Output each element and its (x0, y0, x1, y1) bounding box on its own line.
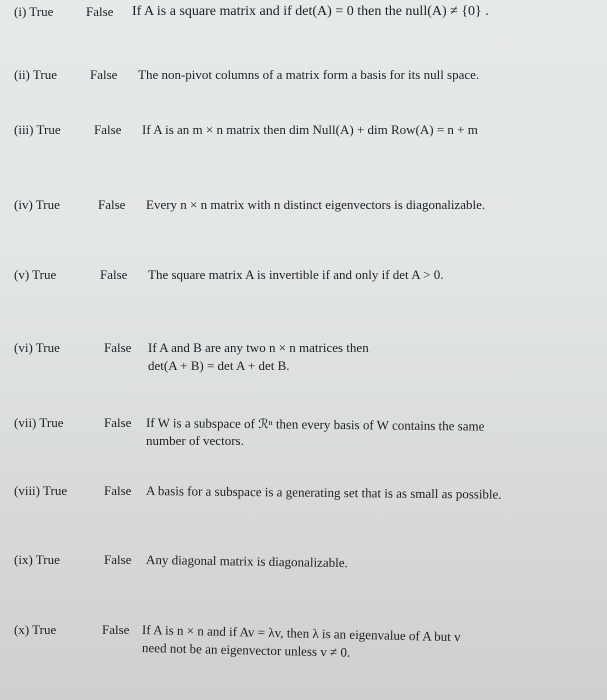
question-8 (0, 482, 607, 542)
statement-1: If A is a square matrix and if det(A) = 0 then the null(A) ≠ {0} . (132, 4, 489, 19)
question-2 (0, 66, 607, 126)
true-option-10: (x) True (14, 622, 57, 637)
statement-6: If A and B are any two n × n matrices then (148, 340, 369, 355)
statement-10-continuation: need not be an eigenvector unless v ≠ 0. (141, 640, 351, 660)
question-10 (0, 621, 607, 681)
false-option-9: False (104, 552, 132, 567)
true-option-1: (i) True (14, 4, 54, 19)
statement-8: A basis for a subspace is a generating set that is as small as possible. (145, 483, 502, 502)
question-7 (0, 414, 607, 474)
question-9 (0, 551, 607, 611)
false-option-6: False (104, 340, 132, 355)
false-option-7: False (104, 415, 132, 430)
statement-2: The non-pivot columns of a matrix form a basis for its null space. (138, 67, 480, 82)
statement-9: Any diagonal matrix is diagonalizable. (145, 552, 348, 571)
false-option-5: False (100, 267, 128, 282)
statement-6-continuation: det(A + B) = det A + det B. (148, 358, 290, 373)
true-option-2: (ii) True (14, 67, 57, 82)
true-option-9: (ix) True (14, 552, 60, 567)
true-option-4: (iv) True (14, 197, 60, 212)
false-option-8: False (104, 483, 132, 498)
question-5 (0, 266, 607, 326)
question-3 (0, 121, 607, 181)
question-4 (0, 196, 607, 256)
question-1 (0, 3, 607, 63)
false-option-10: False (102, 622, 130, 637)
true-option-7: (vii) True (14, 415, 64, 430)
false-option-3: False (94, 122, 122, 137)
statement-7-continuation: number of vectors. (146, 433, 244, 448)
true-option-5: (v) True (14, 267, 57, 282)
statement-4: Every n × n matrix with n distinct eigenvectors is diagonalizable. (146, 197, 486, 212)
false-option-1: False (86, 4, 114, 19)
question-6 (0, 339, 607, 399)
statement-7: If W is a subspace of ℛⁿ then every basis of W contains the same (145, 415, 485, 434)
true-option-3: (iii) True (14, 122, 61, 137)
true-option-6: (vi) True (14, 340, 60, 355)
statement-3: If A is an m × n matrix then dim Null(A) + dim Row(A) = n + m (142, 122, 478, 137)
statement-10: If A is n × n and if Av = λv, then λ is an eigenvalue of A but v (141, 622, 461, 645)
false-option-2: False (90, 67, 118, 82)
true-option-8: (viii) True (14, 483, 68, 498)
statement-5: The square matrix A is invertible if and only if det A > 0. (148, 267, 444, 282)
false-option-4: False (98, 197, 126, 212)
